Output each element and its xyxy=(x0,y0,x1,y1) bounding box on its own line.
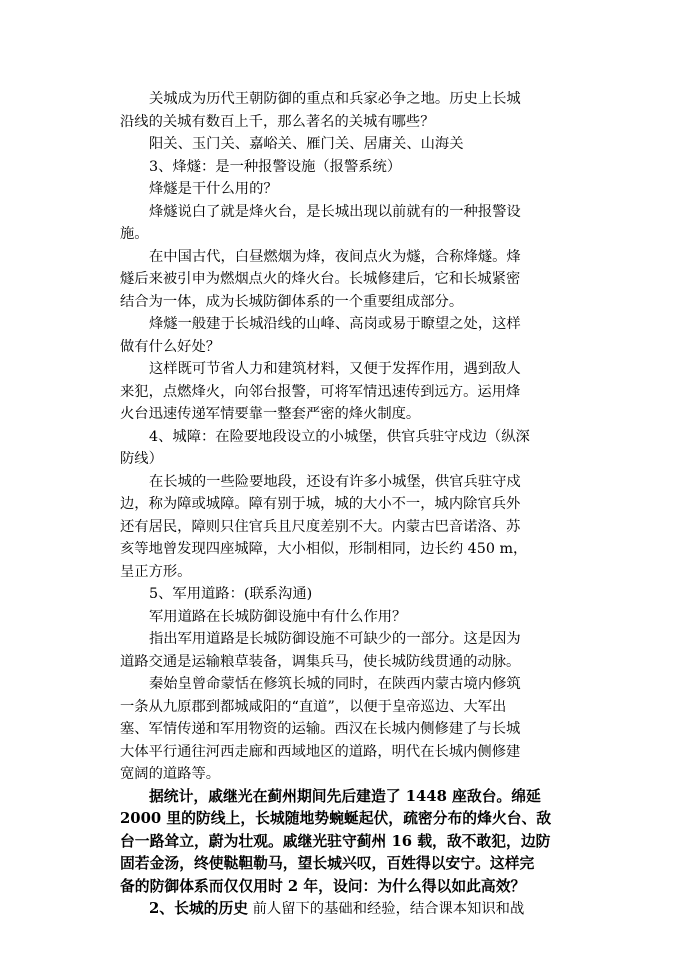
text-line: 备的防御体系而仅仅用时 2 年，设问：为什么得以如此高效？ xyxy=(120,877,526,895)
text-line: 5、军用道路：(联系沟通) xyxy=(149,586,313,602)
text-line: 2000 里的防线上，长城随地势蜿蜒起伏，疏密分布的烽火台、敌 xyxy=(120,810,552,827)
text-line: 在中国古代，白昼燃烟为烽，夜间点火为燧，合称烽燧。烽 xyxy=(149,248,521,265)
text-line: 结合为一体，成为长城防御体系的一个重要组成部分。 xyxy=(120,293,464,310)
text-line: 在长城的一些险要地段，还设有许多小城堡，供官兵驻守戍 xyxy=(149,473,521,490)
text-line: 做有什么好处？ xyxy=(120,338,221,355)
text-line-section-heading xyxy=(120,898,575,921)
text-line: 宽阔的道路等。 xyxy=(120,766,221,782)
text-line: 据统计，戚继光在蓟州期间先后建造了 1448 座敌台。绵延 xyxy=(149,787,541,805)
text-line: 秦始皇曾命蒙恬在修筑长城的同时，在陕西内蒙古境内修筑 xyxy=(149,676,521,692)
text-line: 军用道路在长城防御设施中有什么作用？ xyxy=(149,608,407,625)
text-line: 边，称为障或城障。障有别于城，城的大小不一，城内除官兵外 xyxy=(120,496,521,512)
text-line: 4、城障：在险要地段设立的小城堡，供官兵驻守戍边（纵深 xyxy=(149,428,530,445)
text-line: 烽燧是干什么用的？ xyxy=(149,181,278,197)
text-line: 这样既可节省人力和建筑材料，又便于发挥作用，遇到敌人 xyxy=(149,361,521,377)
text-line: 烽燧一般建于长城沿线的山峰、高岗或易于瞭望之处，这样 xyxy=(149,316,521,332)
text-line: 阳关、玉门关、嘉峪关、雁门关、居庸关、山海关 xyxy=(149,136,464,152)
text-line: 呈正方形。 xyxy=(120,563,192,580)
section-heading-text: 前人留下的基础和经验，结合课本知识和战 xyxy=(248,901,525,917)
section-heading: 2、长城的历史 xyxy=(149,900,249,917)
document-body xyxy=(120,88,575,921)
text-line: 塞、军情传递和军用物资的运输。西汉在长城内侧修建了与长城 xyxy=(120,721,521,737)
text-line: 火台迅速传递军情要靠一整套严密的烽火制度。 xyxy=(120,406,421,422)
text-line: 台一路耸立，蔚为壮观。戚继光驻守蓟州 16 载，敌不敢犯，边防 xyxy=(120,832,551,850)
text-line: 固若金汤，终使鞑靼勒马，望长城兴叹，百姓得以安宁。这样完 xyxy=(120,855,535,872)
text-line: 道路交通是运输粮草装备，调集兵马，使长城防线贯通的动脉。 xyxy=(120,653,521,670)
text-line: 沿线的关城有数百上千，那么著名的关城有哪些？ xyxy=(120,113,435,130)
text-line: 3、烽燧：是一种报警设施（报警系统） xyxy=(149,158,402,175)
text-line: 燧后来被引申为燃烟点火的烽火台。长城修建后，它和长城紧密 xyxy=(120,271,521,287)
text-line: 亥等地曾发现四座城障，大小相似，形制相同，边长约 450 m， xyxy=(120,541,528,557)
text-line: 指出军用道路是长城防御设施不可缺少的一部分。这是因为 xyxy=(149,631,521,647)
text-line: 关城成为历代王朝防御的重点和兵家必争之地。历史上长城 xyxy=(149,91,521,107)
text-line: 烽燧说白了就是烽火台，是长城出现以前就有的一种报警设 xyxy=(149,203,521,220)
text-line: 大体平行通往河西走廊和西域地区的道路，明代在长城内侧修建 xyxy=(120,743,521,760)
text-line: 施。 xyxy=(120,226,149,242)
text-line: 来犯，点燃烽火，向邻台报警，可将军情迅速传到远方。运用烽 xyxy=(120,383,521,400)
text-line: 防线） xyxy=(120,451,163,467)
text-line: 还有居民，障则只住官兵且尺度差别不大。内蒙古巴音诺洛、苏 xyxy=(120,518,521,535)
text-line: 一条从九原郡到都城咸阳的“直道”，以便于皇帝巡边、大军出 xyxy=(120,698,507,715)
